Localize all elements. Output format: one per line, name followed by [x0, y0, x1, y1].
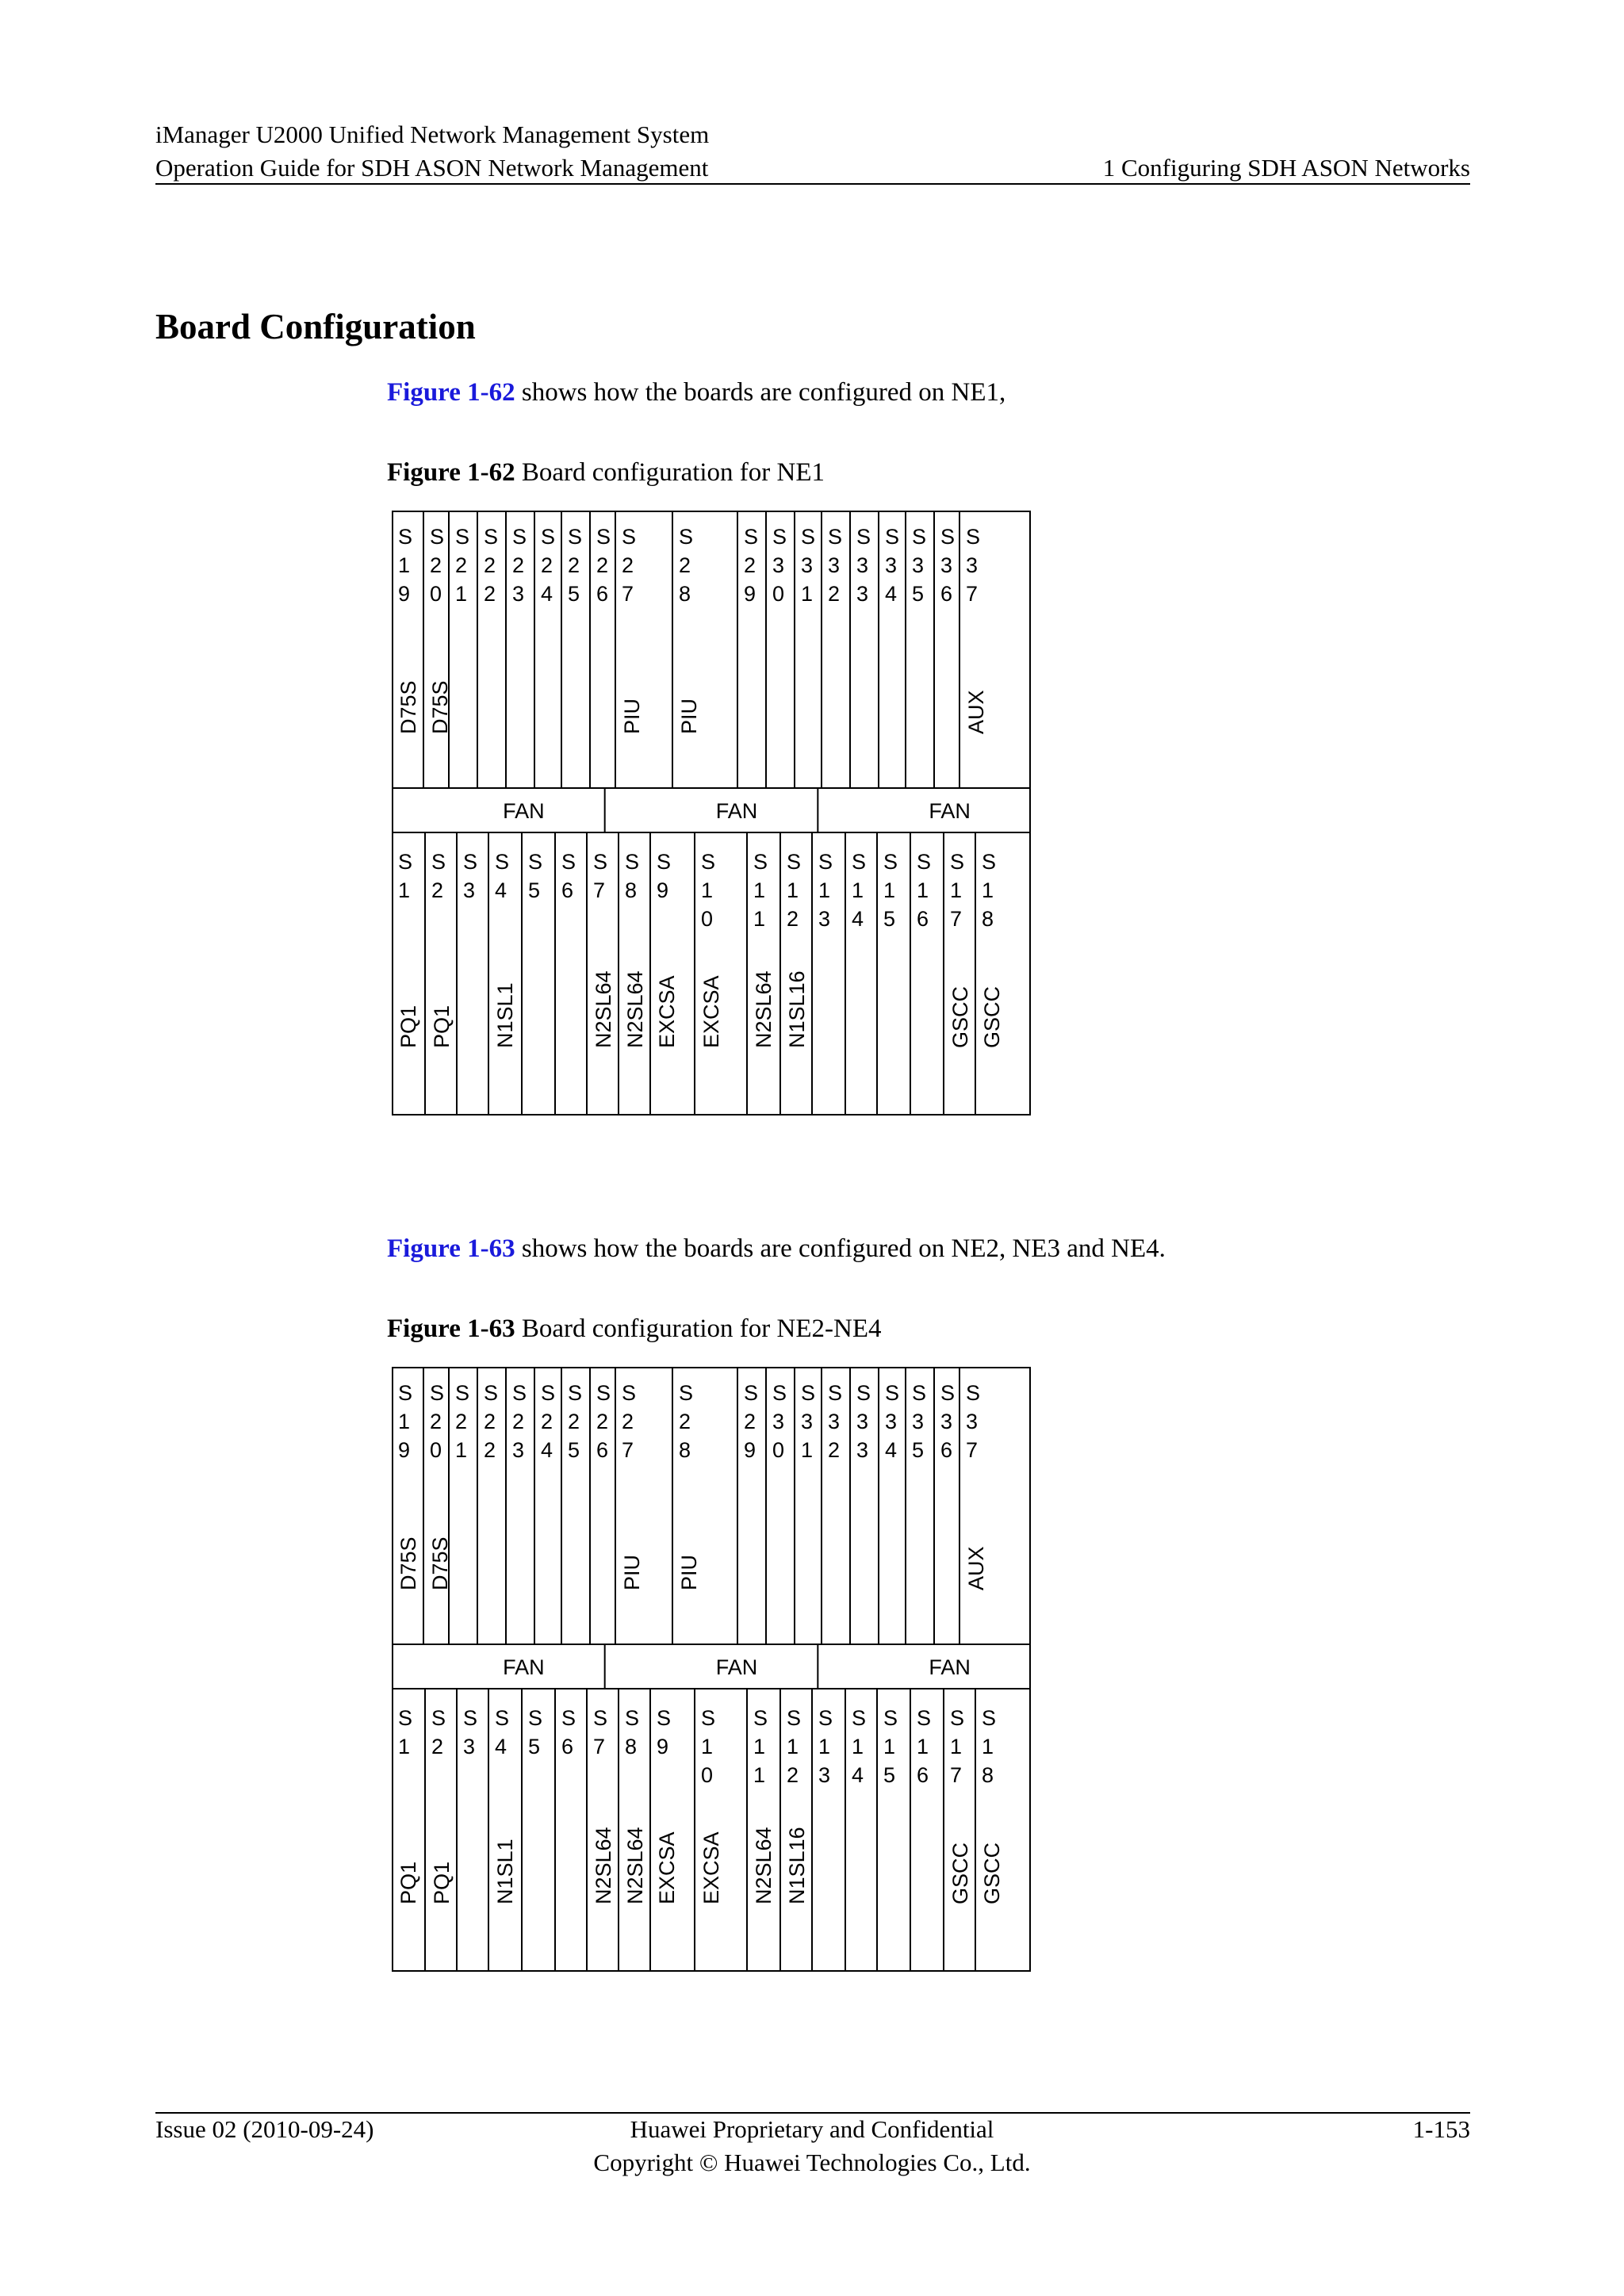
- slot-number-label: S: [917, 850, 932, 874]
- slot-number-label: S: [398, 1706, 413, 1730]
- board-name-label: PQ1: [396, 1004, 420, 1048]
- slot-number-label: S: [568, 525, 583, 549]
- board-name-label: PIU: [677, 1554, 701, 1590]
- slot-number-label: S: [883, 850, 898, 874]
- slot-number-label: 0: [430, 1438, 442, 1462]
- slot-number-label: S: [772, 1381, 787, 1405]
- slot-number-label: 3: [801, 553, 814, 577]
- slot-number-label: 1: [917, 878, 929, 902]
- slot-number-label: 2: [596, 1410, 609, 1433]
- slot-number-label: 2: [455, 553, 468, 577]
- slot-number-label: 7: [622, 1438, 634, 1462]
- slot-number-label: 3: [912, 1410, 925, 1433]
- slot-number-label: 3: [818, 907, 831, 931]
- slot-number-label: S: [912, 1381, 927, 1405]
- slot-number-label: 7: [950, 907, 963, 931]
- slot-number-label: S: [512, 1381, 527, 1405]
- slot-number-label: S: [950, 850, 965, 874]
- slot-number-label: 3: [966, 553, 979, 577]
- slot-number-label: S: [753, 850, 768, 874]
- slot-number-label: 2: [828, 582, 841, 606]
- slot-number-label: 6: [917, 1763, 929, 1787]
- slot-number-label: S: [753, 1706, 768, 1730]
- slot-number-label: S: [885, 525, 900, 549]
- slot-number-label: S: [561, 1706, 576, 1730]
- slot-number-label: 5: [912, 1438, 925, 1462]
- slot-number-label: 1: [801, 582, 814, 606]
- footer-page-number: 1-153: [1412, 2115, 1470, 2143]
- slot-number-label: S: [528, 1706, 543, 1730]
- board-diagram-svg: [392, 1367, 1031, 1972]
- slot-number-label: 6: [561, 878, 574, 902]
- slot-number-label: 2: [512, 1410, 525, 1433]
- board-name-label: PQ1: [430, 1004, 454, 1048]
- fan-label: FAN: [715, 1655, 758, 1679]
- figure-link[interactable]: Figure 1-62: [387, 378, 515, 407]
- slot-number-label: 3: [512, 1438, 525, 1462]
- slot-number-label: 3: [885, 1410, 898, 1433]
- slot-number-label: 3: [463, 1735, 476, 1758]
- slot-number-label: 9: [657, 878, 669, 902]
- board-name-label: N1SL16: [785, 1827, 809, 1904]
- slot-number-label: 6: [596, 1438, 609, 1462]
- slot-number-label: 2: [787, 1763, 799, 1787]
- footer-copyright: Copyright © Huawei Technologies Co., Ltd.: [593, 2149, 1031, 2176]
- slot-number-label: 6: [940, 582, 953, 606]
- slot-number-label: 7: [593, 878, 606, 902]
- slot-number-label: 2: [484, 582, 496, 606]
- slot-number-label: 3: [772, 553, 785, 577]
- slot-number-label: S: [568, 1381, 583, 1405]
- slot-number-label: 2: [568, 553, 580, 577]
- board-name-label: N1SL1: [493, 982, 517, 1048]
- slot-number-label: 3: [940, 553, 953, 577]
- slot-number-label: S: [596, 525, 611, 549]
- slot-number-label: 7: [593, 1735, 606, 1758]
- slot-number-label: 1: [753, 907, 766, 931]
- slot-number-label: 2: [787, 907, 799, 931]
- slot-number-label: 1: [398, 1410, 411, 1433]
- slot-number-label: S: [744, 1381, 759, 1405]
- slot-number-label: S: [512, 525, 527, 549]
- slot-number-label: 6: [596, 582, 609, 606]
- board-name-label: PIU: [677, 698, 701, 734]
- slot-number-label: 8: [982, 1763, 994, 1787]
- slot-number-label: S: [772, 525, 787, 549]
- slot-number-label: 4: [495, 1735, 508, 1758]
- slot-number-label: S: [657, 1706, 672, 1730]
- slot-number-label: 1: [852, 878, 864, 902]
- slot-number-label: 2: [541, 1410, 553, 1433]
- slot-number-label: 9: [744, 1438, 756, 1462]
- slot-number-label: S: [625, 1706, 640, 1730]
- slot-number-label: 1: [753, 1763, 766, 1787]
- slot-number-label: S: [744, 525, 759, 549]
- board-name-label: AUX: [964, 690, 988, 734]
- board-name-label: D75S: [428, 680, 452, 734]
- slot-number-label: S: [940, 525, 956, 549]
- slot-number-label: 0: [772, 1438, 785, 1462]
- slot-number-label: S: [431, 850, 446, 874]
- board-name-label: D75S: [428, 1536, 452, 1590]
- slot-number-label: 9: [398, 1438, 411, 1462]
- slot-number-label: S: [885, 1381, 900, 1405]
- slot-number-label: S: [950, 1706, 965, 1730]
- slot-number-label: S: [398, 1381, 413, 1405]
- slot-number-label: 1: [982, 1735, 994, 1758]
- slot-number-label: S: [625, 850, 640, 874]
- slot-number-label: 4: [852, 1763, 864, 1787]
- slot-number-label: 3: [772, 1410, 785, 1433]
- slot-number-label: 2: [484, 553, 496, 577]
- slot-number-label: 6: [940, 1438, 953, 1462]
- slot-number-label: 1: [398, 878, 411, 902]
- slot-number-label: S: [828, 525, 843, 549]
- slot-number-label: 2: [679, 553, 691, 577]
- slot-number-label: S: [528, 850, 543, 874]
- board-name-label: N1SL16: [785, 970, 809, 1048]
- slot-number-label: 2: [484, 1410, 496, 1433]
- slot-number-label: S: [593, 850, 608, 874]
- slot-number-label: 5: [528, 878, 541, 902]
- slot-number-label: S: [495, 1706, 510, 1730]
- slot-number-label: 1: [753, 1735, 766, 1758]
- slot-number-label: 1: [883, 1735, 896, 1758]
- slot-number-label: 4: [541, 1438, 553, 1462]
- slot-number-label: 3: [801, 1410, 814, 1433]
- slot-number-label: S: [856, 1381, 871, 1405]
- slot-number-label: S: [622, 1381, 637, 1405]
- figure-intro-text: shows how the boards are configured on NE2, NE3 and NE4.: [515, 1234, 1166, 1263]
- slot-number-label: S: [787, 850, 802, 874]
- slot-number-label: S: [801, 1381, 816, 1405]
- slot-number-label: S: [561, 850, 576, 874]
- board-name-label: PQ1: [430, 1861, 454, 1904]
- slot-number-label: 0: [701, 907, 714, 931]
- board-configuration-diagram: [392, 511, 1031, 1115]
- slot-number-label: 2: [430, 1410, 442, 1433]
- slot-number-label: 8: [625, 878, 638, 902]
- figure-caption: [387, 458, 825, 488]
- slot-number-label: 8: [625, 1735, 638, 1758]
- slot-number-label: 2: [455, 1410, 468, 1433]
- slot-number-label: S: [801, 525, 816, 549]
- slot-number-label: S: [701, 850, 716, 874]
- slot-number-label: 4: [541, 582, 553, 606]
- board-name-label: PQ1: [396, 1861, 420, 1904]
- slot-number-label: 3: [966, 1410, 979, 1433]
- slot-number-label: S: [463, 1706, 478, 1730]
- board-name-label: N2SL64: [752, 970, 776, 1048]
- board-name-label: D75S: [396, 680, 420, 734]
- slot-number-label: S: [596, 1381, 611, 1405]
- slot-number-label: 7: [966, 1438, 979, 1462]
- slot-number-label: 1: [950, 878, 963, 902]
- slot-number-label: 3: [856, 553, 869, 577]
- slot-number-label: S: [818, 850, 833, 874]
- slot-number-label: 3: [818, 1763, 831, 1787]
- slot-number-label: 1: [982, 878, 994, 902]
- slot-number-label: S: [966, 1381, 981, 1405]
- footer-confidential: Huawei Proprietary and Confidential: [630, 2115, 994, 2143]
- slot-number-label: S: [982, 1706, 997, 1730]
- slot-number-label: 4: [852, 907, 864, 931]
- figure-caption-number: Figure 1-63: [387, 1314, 515, 1343]
- slot-number-label: 1: [950, 1735, 963, 1758]
- slot-number-label: 5: [528, 1735, 541, 1758]
- fan-label: FAN: [503, 1655, 545, 1679]
- slot-number-label: S: [818, 1706, 833, 1730]
- board-name-label: N1SL1: [493, 1839, 517, 1904]
- header-rule: [155, 183, 1470, 185]
- slot-number-label: 7: [622, 582, 634, 606]
- slot-number-label: S: [398, 850, 413, 874]
- slot-number-label: 2: [541, 553, 553, 577]
- slot-number-label: 2: [622, 553, 634, 577]
- slot-number-label: 3: [828, 1410, 841, 1433]
- slot-number-label: 1: [883, 878, 896, 902]
- board-name-label: GSCC: [980, 1842, 1004, 1904]
- board-name-label: GSCC: [948, 985, 972, 1048]
- slot-number-label: 2: [430, 553, 442, 577]
- slot-number-label: 9: [744, 582, 756, 606]
- slot-number-label: 3: [856, 1410, 869, 1433]
- header-product: iManager U2000 Unified Network Management System: [155, 121, 710, 148]
- slot-number-label: 9: [398, 582, 411, 606]
- slot-number-label: 0: [701, 1763, 714, 1787]
- board-name-label: AUX: [964, 1546, 988, 1590]
- board-name-label: GSCC: [980, 985, 1004, 1048]
- board-name-label: EXCSA: [699, 1831, 723, 1904]
- slot-number-label: 1: [701, 878, 714, 902]
- board-name-label: EXCSA: [655, 1831, 679, 1904]
- slot-number-label: 1: [398, 1735, 411, 1758]
- fan-label: FAN: [929, 799, 971, 823]
- slot-number-label: 8: [982, 907, 994, 931]
- figure-intro-paragraph: [387, 378, 1005, 408]
- slot-number-label: 5: [883, 1763, 896, 1787]
- slot-number-label: 0: [772, 582, 785, 606]
- slot-number-label: 1: [801, 1438, 814, 1462]
- slot-number-label: 1: [701, 1735, 714, 1758]
- slot-number-label: 3: [828, 553, 841, 577]
- slot-number-label: 3: [463, 878, 476, 902]
- slot-number-label: 5: [568, 582, 580, 606]
- figure-caption-text: Board configuration for NE1: [515, 458, 825, 487]
- slot-number-label: S: [828, 1381, 843, 1405]
- slot-number-label: 5: [883, 907, 896, 931]
- slot-number-label: 6: [917, 907, 929, 931]
- slot-number-label: S: [484, 525, 499, 549]
- slot-number-label: S: [679, 525, 694, 549]
- header-guide: Operation Guide for SDH ASON Network Management: [155, 154, 709, 182]
- slot-number-label: S: [495, 850, 510, 874]
- footer-issue: Issue 02 (2010-09-24): [155, 2115, 374, 2143]
- board-configuration-diagram: [392, 1367, 1031, 1972]
- board-name-label: GSCC: [948, 1842, 972, 1904]
- slot-number-label: S: [940, 1381, 956, 1405]
- figure-intro-text: shows how the boards are configured on NE1,: [515, 378, 1006, 407]
- slot-number-label: 3: [856, 1438, 869, 1462]
- slot-number-label: 2: [512, 553, 525, 577]
- slot-number-label: 1: [818, 878, 831, 902]
- section-title: Board Configuration: [155, 307, 476, 346]
- slot-number-label: 3: [940, 1410, 953, 1433]
- slot-number-label: 9: [657, 1735, 669, 1758]
- slot-number-label: S: [430, 525, 445, 549]
- slot-number-label: S: [856, 525, 871, 549]
- board-name-label: N2SL64: [592, 970, 615, 1048]
- slot-number-label: 8: [679, 582, 691, 606]
- slot-number-label: S: [982, 850, 997, 874]
- slot-number-label: 5: [568, 1438, 580, 1462]
- board-name-label: D75S: [396, 1536, 420, 1590]
- slot-number-label: S: [657, 850, 672, 874]
- slot-number-label: 3: [856, 582, 869, 606]
- slot-number-label: S: [787, 1706, 802, 1730]
- slot-number-label: 2: [431, 878, 444, 902]
- figure-intro-paragraph: [387, 1234, 1166, 1264]
- board-name-label: N2SL64: [752, 1827, 776, 1904]
- slot-number-label: 1: [455, 582, 468, 606]
- slot-number-label: S: [541, 1381, 556, 1405]
- slot-number-label: S: [431, 1706, 446, 1730]
- slot-number-label: 2: [596, 553, 609, 577]
- slot-number-label: S: [463, 850, 478, 874]
- slot-number-label: S: [852, 1706, 867, 1730]
- board-name-label: N2SL64: [623, 1827, 647, 1904]
- slot-number-label: S: [679, 1381, 694, 1405]
- slot-number-label: S: [541, 525, 556, 549]
- slot-number-label: 4: [885, 582, 898, 606]
- slot-number-label: 3: [512, 582, 525, 606]
- fan-label: FAN: [929, 1655, 971, 1679]
- slot-number-label: S: [430, 1381, 445, 1405]
- slot-number-label: 2: [744, 553, 756, 577]
- figure-link[interactable]: Figure 1-63: [387, 1234, 515, 1263]
- slot-number-label: 1: [455, 1438, 468, 1462]
- slot-number-label: 7: [966, 582, 979, 606]
- slot-number-label: S: [912, 525, 927, 549]
- board-name-label: PIU: [620, 1554, 644, 1590]
- slot-number-label: 3: [912, 553, 925, 577]
- slot-number-label: 2: [744, 1410, 756, 1433]
- slot-number-label: 2: [431, 1735, 444, 1758]
- header-chapter: 1 Configuring SDH ASON Networks: [1102, 154, 1470, 182]
- slot-number-label: S: [917, 1706, 932, 1730]
- slot-number-label: S: [883, 1706, 898, 1730]
- slot-number-label: 4: [885, 1438, 898, 1462]
- figure-caption: [387, 1314, 882, 1344]
- slot-number-label: S: [622, 525, 637, 549]
- board-name-label: EXCSA: [655, 975, 679, 1048]
- slot-number-label: 4: [495, 878, 508, 902]
- figure-caption-text: Board configuration for NE2-NE4: [515, 1314, 882, 1343]
- figure-caption-number: Figure 1-62: [387, 458, 515, 487]
- slot-number-label: S: [966, 525, 981, 549]
- slot-number-label: 0: [430, 582, 442, 606]
- fan-label: FAN: [715, 799, 758, 823]
- slot-number-label: 1: [787, 1735, 799, 1758]
- slot-number-label: 1: [917, 1735, 929, 1758]
- slot-number-label: 7: [950, 1763, 963, 1787]
- slot-number-label: 2: [622, 1410, 634, 1433]
- board-name-label: N2SL64: [592, 1827, 615, 1904]
- slot-number-label: 1: [787, 878, 799, 902]
- slot-number-label: S: [852, 850, 867, 874]
- slot-number-label: 2: [828, 1438, 841, 1462]
- slot-number-label: S: [593, 1706, 608, 1730]
- slot-number-label: 1: [753, 878, 766, 902]
- slot-number-label: 1: [398, 553, 411, 577]
- slot-number-label: 5: [912, 582, 925, 606]
- slot-number-label: 1: [852, 1735, 864, 1758]
- slot-number-label: 2: [568, 1410, 580, 1433]
- board-name-label: PIU: [620, 698, 644, 734]
- slot-number-label: S: [484, 1381, 499, 1405]
- fan-label: FAN: [503, 799, 545, 823]
- slot-number-label: 2: [679, 1410, 691, 1433]
- slot-number-label: S: [455, 1381, 470, 1405]
- slot-number-label: 1: [818, 1735, 831, 1758]
- slot-number-label: S: [701, 1706, 716, 1730]
- board-diagram-svg: [392, 511, 1031, 1115]
- board-name-label: EXCSA: [699, 975, 723, 1048]
- slot-number-label: 3: [885, 553, 898, 577]
- slot-number-label: S: [455, 525, 470, 549]
- slot-number-label: S: [398, 525, 413, 549]
- slot-number-label: 8: [679, 1438, 691, 1462]
- slot-number-label: 2: [484, 1438, 496, 1462]
- board-name-label: N2SL64: [623, 970, 647, 1048]
- slot-number-label: 6: [561, 1735, 574, 1758]
